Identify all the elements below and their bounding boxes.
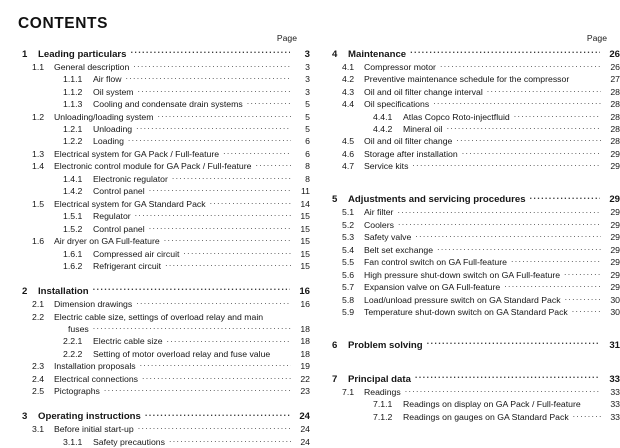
toc-entry-label: Installation proposals	[54, 361, 139, 372]
toc-entry-number: 4.6	[342, 149, 364, 160]
toc-entry[interactable]	[325, 148, 620, 160]
toc-entry-label: Unloading	[93, 124, 135, 135]
dot-leader	[169, 436, 291, 445]
toc-entry[interactable]	[15, 348, 310, 360]
toc-entry-label: Temperature shut-down switch on GA Standard Pack	[364, 307, 571, 318]
toc-entry-page: 29	[602, 161, 620, 172]
dot-leader	[136, 123, 291, 132]
toc-entry[interactable]	[325, 86, 620, 98]
toc-entry-number: 4.4.1	[373, 112, 403, 123]
toc-entry-label: Before initial start-up	[54, 424, 137, 435]
toc-entry[interactable]	[15, 198, 310, 210]
toc-entry-number: 1.2.2	[63, 136, 93, 147]
toc-entry-label: Air dryer on GA Full-feature	[54, 236, 163, 247]
toc-entry[interactable]	[325, 61, 620, 73]
toc-entry-page: 5	[292, 112, 310, 123]
toc-entry-label: Compressor motor	[364, 62, 439, 73]
dot-leader	[410, 48, 600, 57]
toc-entry-page: 18	[292, 349, 310, 360]
section-spacer	[325, 319, 620, 336]
toc-entry[interactable]	[325, 281, 620, 293]
toc-entry[interactable]	[325, 386, 620, 398]
toc-entry[interactable]	[325, 306, 620, 318]
toc-entry[interactable]	[325, 256, 620, 268]
dot-leader	[157, 111, 291, 120]
toc-entry[interactable]	[15, 98, 310, 110]
toc-entry-label: Compressed air circuit	[93, 249, 182, 260]
toc-entry-page: 5	[292, 99, 310, 110]
dot-leader	[514, 111, 601, 120]
toc-entry-number: 4.7	[342, 161, 364, 172]
toc-entry-page: 29	[602, 220, 620, 231]
toc-entry-page: 30	[602, 295, 620, 306]
toc-entry-number: 1.2	[32, 112, 54, 123]
toc-entry-label: Operating instructions	[38, 410, 144, 423]
toc-entry[interactable]	[15, 185, 310, 197]
toc-entry-label: Oil system	[93, 87, 137, 98]
toc-entry-page: 29	[602, 149, 620, 160]
toc-entry-number: 2.2	[32, 312, 54, 323]
dot-leader	[573, 411, 601, 420]
section-spacer	[325, 352, 620, 369]
toc-entry[interactable]	[325, 135, 620, 147]
toc-entry-number: 3.1.1	[63, 437, 93, 448]
toc-entry-label: Principal data	[348, 373, 414, 386]
toc-entry[interactable]	[15, 73, 310, 85]
toc-entry[interactable]	[325, 398, 620, 410]
toc-entry-number: 2	[22, 285, 38, 298]
toc-entry-number: 4.5	[342, 136, 364, 147]
toc-entry-label: Electric cable size	[93, 336, 166, 347]
dot-leader	[564, 269, 601, 278]
toc-entry-number: 5.8	[342, 295, 364, 306]
toc-entry[interactable]	[15, 285, 310, 298]
toc-entry[interactable]	[15, 385, 310, 397]
toc-entry-label: Adjustments and servicing procedures	[348, 193, 529, 206]
toc-entry[interactable]	[15, 235, 310, 247]
toc-entry-label: Refrigerant circuit	[93, 261, 164, 272]
section-spacer	[15, 398, 310, 407]
toc-entry[interactable]	[15, 123, 310, 135]
toc-entry-label: Expansion valve on GA Full-feature	[364, 282, 503, 293]
dot-leader	[247, 98, 291, 107]
toc-entry-number: 1.5.2	[63, 224, 93, 235]
toc-entry-label: Dimension drawings	[54, 299, 135, 310]
toc-entry-number: 2.5	[32, 386, 54, 397]
dot-leader	[183, 248, 291, 257]
toc-entry-number: 4.1	[342, 62, 364, 73]
toc-entry[interactable]	[325, 294, 620, 306]
toc-entry-page: 33	[601, 373, 620, 386]
toc-entry-number: 5.5	[342, 257, 364, 268]
toc-entry-label: Installation	[38, 285, 92, 298]
toc-entry-label: Electrical system for GA Standard Pack	[54, 199, 209, 210]
toc-entry[interactable]	[15, 223, 310, 235]
toc-entry-page: 3	[292, 87, 310, 98]
toc-entry[interactable]	[15, 423, 310, 435]
toc-entry-label: Oil and oil filter change	[364, 136, 455, 147]
toc-entry[interactable]	[15, 311, 310, 323]
toc-entry-number: 1.1.2	[63, 87, 93, 98]
toc-entry-label: Readings on gauges on GA Standard Pack	[403, 412, 572, 423]
dot-leader	[128, 135, 291, 144]
toc-entry[interactable]	[325, 339, 620, 352]
toc-entry[interactable]	[325, 48, 620, 61]
dot-leader	[274, 348, 291, 357]
toc-entry-number: 3	[22, 410, 38, 423]
toc-entry[interactable]	[325, 219, 620, 231]
toc-entry-page: 33	[602, 412, 620, 423]
dot-leader	[140, 360, 291, 369]
page-title: CONTENTS	[18, 15, 108, 33]
toc-entry[interactable]	[325, 269, 620, 281]
toc-entry-label: Electric cable size, settings of overload relay and main	[54, 312, 266, 323]
toc-entry-page: 5	[292, 124, 310, 135]
dot-leader	[565, 294, 601, 303]
toc-entry[interactable]	[15, 111, 310, 123]
toc-entry[interactable]	[15, 248, 310, 260]
toc-entry[interactable]	[325, 244, 620, 256]
toc-entry-label: Unloading/loading system	[54, 112, 156, 123]
toc-entry-page: 23	[292, 386, 310, 397]
toc-entry-number: 1.1.1	[63, 74, 93, 85]
dot-leader	[149, 185, 291, 194]
toc-entry-label: Fan control switch on GA Full-feature	[364, 257, 510, 268]
toc-entry[interactable]	[325, 411, 620, 423]
page-number-header-right: Page	[325, 33, 620, 44]
toc-entry-page: 15	[292, 261, 310, 272]
toc-entry-page: 15	[292, 224, 310, 235]
toc-entry[interactable]	[15, 335, 310, 347]
toc-entry-number: 7.1.1	[373, 399, 403, 410]
toc-entry-number: 7.1	[342, 387, 364, 398]
dot-leader	[504, 281, 601, 290]
dot-leader	[440, 61, 601, 70]
toc-entry-number: 2.2.1	[63, 336, 93, 347]
dot-leader	[93, 285, 290, 294]
toc-entry-number: 1.3	[32, 149, 54, 160]
toc-entry-label: Belt set exchange	[364, 245, 436, 256]
toc-entry-page: 27	[602, 74, 620, 85]
dot-leader	[133, 61, 291, 70]
toc-entry-number: 6	[332, 339, 348, 352]
toc-entry-page: 29	[602, 232, 620, 243]
toc-entry-number: 2.2.2	[63, 349, 93, 360]
toc-entry-page: 11	[292, 186, 310, 197]
toc-entry-label: Coolers	[364, 220, 397, 231]
toc-entry-label: Mineral oil	[403, 124, 446, 135]
toc-entry-page: 8	[292, 161, 310, 172]
dot-leader	[415, 231, 601, 240]
toc-entry-label: Service kits	[364, 161, 411, 172]
toc-entry[interactable]	[325, 193, 620, 206]
toc-entry-page: 26	[601, 48, 620, 61]
dot-leader	[397, 206, 601, 215]
toc-entry-page: 30	[602, 307, 620, 318]
toc-entry-label: Safety valve	[364, 232, 414, 243]
dot-leader	[149, 223, 291, 232]
toc-entry[interactable]	[15, 48, 310, 61]
dot-leader	[136, 298, 291, 307]
dot-leader	[142, 373, 291, 382]
toc-entry-number: 1	[22, 48, 38, 61]
toc-entry[interactable]	[325, 73, 620, 85]
toc-entry-label: Safety precautions	[93, 437, 168, 448]
dot-leader	[412, 160, 601, 169]
toc-entry-number: 1.5	[32, 199, 54, 210]
toc-entry-label: Electronic control module for GA Pack / Full-feature	[54, 161, 254, 172]
toc-entry[interactable]	[325, 373, 620, 386]
toc-entry-label: Air flow	[93, 74, 124, 85]
toc-entry-label: fuses	[68, 324, 92, 335]
toc-entry-label: Oil specifications	[364, 99, 432, 110]
toc-entry[interactable]	[15, 135, 310, 147]
dot-leader	[511, 256, 601, 265]
toc-entry-label: Setting of motor overload relay and fuse value	[93, 349, 273, 360]
toc-entry-label: Atlas Copco Roto-injectfluid	[403, 112, 513, 123]
toc-entry-page: 18	[292, 336, 310, 347]
dot-leader	[447, 123, 601, 132]
toc-entry-label: Oil and oil filter change interval	[364, 87, 486, 98]
toc-entry-page: 24	[292, 437, 310, 448]
toc-entry-label: Loading	[93, 136, 127, 147]
toc-entry-label: Air filter	[364, 207, 396, 218]
dot-leader	[462, 148, 601, 157]
dot-leader	[433, 98, 601, 107]
toc-entry[interactable]	[15, 260, 310, 272]
toc-entry-page: 28	[602, 112, 620, 123]
toc-entry-label: Electrical system for GA Pack / Full-feature	[54, 149, 222, 160]
dot-leader	[172, 173, 291, 182]
toc-entry-page: 8	[292, 174, 310, 185]
toc-entry-page: 28	[602, 87, 620, 98]
toc-entry-page: 33	[602, 387, 620, 398]
toc-entry-label: Cooling and condensate drain systems	[93, 99, 246, 110]
dot-leader	[131, 48, 291, 57]
dot-leader	[223, 148, 291, 157]
toc-entry-number: 1.4	[32, 161, 54, 172]
dot-leader	[572, 306, 601, 315]
toc-entry-number: 3.1	[32, 424, 54, 435]
toc-list-right	[325, 48, 620, 424]
toc-entry-page: 29	[602, 245, 620, 256]
toc-entry-label: Pictographs	[54, 386, 103, 397]
dot-leader	[405, 386, 601, 395]
toc-entry-page: 19	[292, 361, 310, 372]
page-number-header-left: Page	[15, 33, 310, 44]
toc-entry-label: Readings	[364, 387, 404, 398]
toc-entry[interactable]	[325, 98, 620, 110]
toc-entry-page: 15	[292, 249, 310, 260]
dot-leader	[167, 335, 291, 344]
toc-entry[interactable]	[15, 436, 310, 448]
dot-leader	[165, 260, 291, 269]
toc-entry-number: 1.4.1	[63, 174, 93, 185]
toc-entry-page: 15	[292, 211, 310, 222]
dot-leader	[125, 73, 291, 82]
dot-leader	[398, 219, 601, 228]
toc-entry-page: 29	[602, 270, 620, 281]
toc-entry-label: Control panel	[93, 186, 148, 197]
section-spacer	[325, 173, 620, 190]
toc-entry-number: 5.7	[342, 282, 364, 293]
toc-entry[interactable]	[325, 231, 620, 243]
toc-entry[interactable]	[15, 210, 310, 222]
toc-entry-label: Maintenance	[348, 48, 409, 61]
toc-entry-label: High pressure shut-down switch on GA Full-feature	[364, 270, 563, 281]
toc-entry-number: 5.9	[342, 307, 364, 318]
toc-column-left	[15, 33, 310, 448]
toc-entry-page: 6	[292, 136, 310, 147]
toc-entry[interactable]	[15, 298, 310, 310]
toc-entry-page: 3	[291, 48, 310, 61]
toc-entry[interactable]	[15, 61, 310, 73]
toc-entry[interactable]	[325, 123, 620, 135]
toc-entry-page: 28	[602, 99, 620, 110]
toc-entry[interactable]	[325, 160, 620, 172]
toc-entry[interactable]	[15, 160, 310, 172]
toc-entry-page: 29	[601, 193, 620, 206]
dot-leader	[135, 210, 291, 219]
toc-entry-page: 29	[602, 282, 620, 293]
toc-entry-number: 5.4	[342, 245, 364, 256]
toc-entry-label: Electrical connections	[54, 374, 141, 385]
toc-entry-number: 2.1	[32, 299, 54, 310]
toc-entry[interactable]	[15, 373, 310, 385]
toc-entry-number: 7	[332, 373, 348, 386]
toc-columns	[0, 33, 620, 448]
toc-entry[interactable]	[15, 360, 310, 372]
toc-entry-page: 18	[292, 324, 310, 335]
dot-leader	[104, 385, 291, 394]
toc-entry-page: 3	[292, 74, 310, 85]
toc-entry-label: Preventive maintenance schedule for the compressor	[364, 74, 572, 85]
dot-leader	[487, 86, 601, 95]
toc-entry-number: 1.4.2	[63, 186, 93, 197]
toc-entry-number: 4.2	[342, 74, 364, 85]
toc-entry-page: 31	[601, 339, 620, 352]
dot-leader	[267, 311, 291, 320]
toc-entry-page: 24	[291, 410, 310, 423]
dot-leader	[437, 244, 601, 253]
dot-leader	[138, 423, 291, 432]
dot-leader	[530, 193, 600, 202]
toc-entry-label: General description	[54, 62, 132, 73]
toc-entry-page: 16	[292, 299, 310, 310]
toc-entry-number: 1.1.3	[63, 99, 93, 110]
toc-entry-number: 4	[332, 48, 348, 61]
toc-entry[interactable]	[325, 206, 620, 218]
toc-entry-page: 29	[602, 207, 620, 218]
toc-entry-page: 33	[602, 399, 620, 410]
dot-leader	[138, 86, 291, 95]
toc-entry-label: Leading particulars	[38, 48, 130, 61]
toc-entry-number: 7.1.2	[373, 412, 403, 423]
dot-leader	[255, 160, 291, 169]
toc-entry-number: 2.3	[32, 361, 54, 372]
toc-entry-page: 29	[602, 257, 620, 268]
dot-leader	[456, 135, 601, 144]
toc-entry-label: Storage after installation	[364, 149, 461, 160]
toc-entry-label: Load/unload pressure switch on GA Standard Pack	[364, 295, 564, 306]
toc-entry-label: Control panel	[93, 224, 148, 235]
toc-entry[interactable]	[15, 173, 310, 185]
toc-entry[interactable]	[325, 111, 620, 123]
dot-leader	[573, 73, 601, 82]
toc-entry-number: 1.1	[32, 62, 54, 73]
dot-leader	[93, 323, 291, 332]
toc-entry-label: Readings on display on GA Pack / Full-feature	[403, 399, 584, 410]
dot-leader	[164, 235, 291, 244]
section-spacer	[15, 272, 310, 281]
toc-entry-page: 15	[292, 236, 310, 247]
toc-entry-number: 5.3	[342, 232, 364, 243]
toc-entry[interactable]	[15, 148, 310, 160]
dot-leader	[427, 339, 600, 348]
toc-entry-number: 5	[332, 193, 348, 206]
toc-entry-page: 3	[292, 62, 310, 73]
toc-entry-page: 6	[292, 149, 310, 160]
toc-entry-label: Problem solving	[348, 339, 426, 352]
toc-entry-number: 5.6	[342, 270, 364, 281]
toc-entry-page: 16	[291, 285, 310, 298]
toc-entry-number: 2.4	[32, 374, 54, 385]
toc-entry-number: 5.2	[342, 220, 364, 231]
toc-entry-number: 1.5.1	[63, 211, 93, 222]
dot-leader	[415, 373, 600, 382]
toc-entry[interactable]	[15, 410, 310, 423]
toc-entry-number: 4.4.2	[373, 124, 403, 135]
toc-column-right	[325, 33, 620, 448]
toc-entry[interactable]	[15, 86, 310, 98]
toc-entry-number: 4.3	[342, 87, 364, 98]
toc-entry-number: 1.2.1	[63, 124, 93, 135]
toc-entry-number: 1.6.2	[63, 261, 93, 272]
toc-entry-number: 4.4	[342, 99, 364, 110]
toc-entry-page: 14	[292, 199, 310, 210]
toc-entry-label: Electronic regulator	[93, 174, 171, 185]
dot-leader	[145, 410, 290, 419]
toc-entry-page: 24	[292, 424, 310, 435]
toc-entry-number: 1.6.1	[63, 249, 93, 260]
toc-entry-page: 28	[602, 124, 620, 135]
toc-list-left	[15, 48, 310, 448]
dot-leader	[210, 198, 291, 207]
toc-entry-page: 22	[292, 374, 310, 385]
toc-entry[interactable]	[15, 323, 310, 335]
toc-entry-page: 26	[602, 62, 620, 73]
toc-entry-number: 5.1	[342, 207, 364, 218]
toc-entry-label: Regulator	[93, 211, 134, 222]
toc-entry-number: 1.6	[32, 236, 54, 247]
toc-entry-page: 28	[602, 136, 620, 147]
